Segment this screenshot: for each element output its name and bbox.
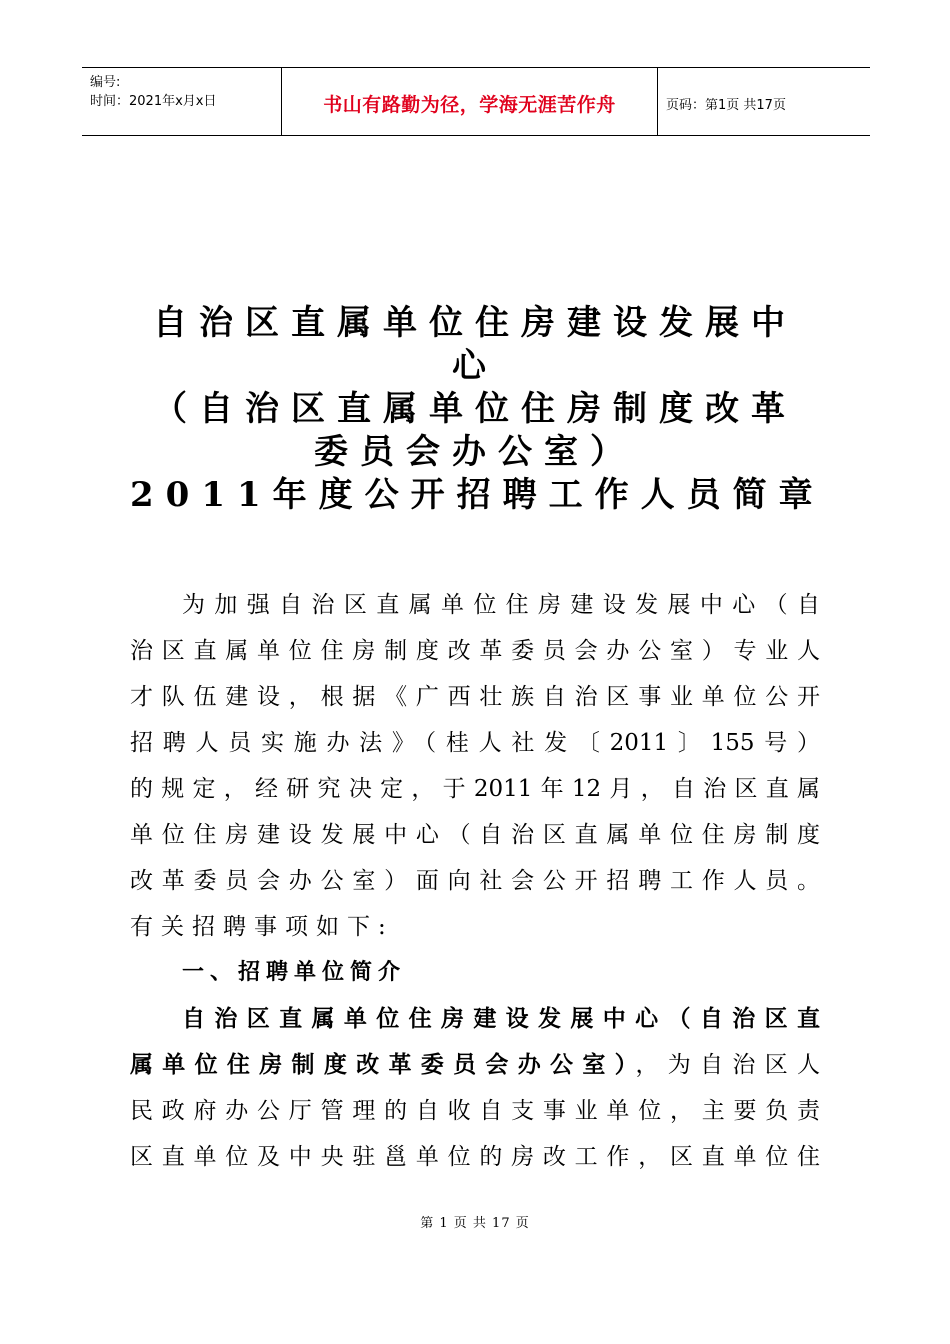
body-line: 区直单位及中央驻邕单位的房改工作，区直单位住 [130, 1144, 820, 1170]
title-line: 2011年度公开招聘工作人员简章 [130, 475, 825, 515]
title-line: 心 [452, 346, 498, 386]
section-heading: 一、招聘单位简介 [182, 960, 407, 985]
body-line: 改革委员会办公室）面向社会公开招聘工作人员。 [130, 868, 820, 894]
header-motto: 书山有路勤为径，学海无涯苦作舟 [282, 68, 658, 135]
body-line: 有关招聘事项如下: [130, 914, 394, 940]
body-bold-text: 属单位住房制度改革委员会办公室） [130, 1051, 636, 1078]
body-text: ，为自治区人 [635, 1052, 821, 1078]
body-line: 民政府办公厅管理的自收自支事业单位，主要负责 [130, 1098, 820, 1124]
body-line-bold: 自治区直属单位住房建设发展中心（自治区直 [182, 1005, 820, 1032]
page-header [82, 67, 870, 136]
page-footer: 第 1 页 共 17 页 [420, 1216, 530, 1231]
body-line: 才队伍建设，根据《广西壮族自治区事业单位公开 [130, 684, 820, 710]
title-line: 委员会办公室） [314, 432, 636, 472]
document-title [130, 302, 825, 517]
body-line-mixed [130, 1042, 820, 1088]
title-line: （自治区直属单位住房制度改革 [153, 389, 797, 429]
header-meta-cell [82, 68, 282, 135]
body-line: 的规定，经研究决定，于2011年12月，自治区直属 [130, 776, 820, 802]
title-line: 自治区直属单位住房建设发展中 [153, 303, 797, 343]
document-date: 时间：2021年x月x日 [90, 94, 217, 109]
document-body [130, 582, 820, 1180]
body-line: 为加强自治区直属单位住房建设发展中心（自 [182, 592, 820, 618]
document-number-label: 编号: [90, 75, 121, 90]
body-line: 治区直属单位住房制度改革委员会办公室）专业人 [130, 638, 820, 664]
header-page-info: 页码：第1页 共17页 [666, 98, 786, 113]
body-line: 单位住房建设发展中心（自治区直属单位住房制度 [130, 822, 820, 848]
body-line: 招聘人员实施办法》（桂人社发〔2011〕155号） [130, 730, 820, 756]
